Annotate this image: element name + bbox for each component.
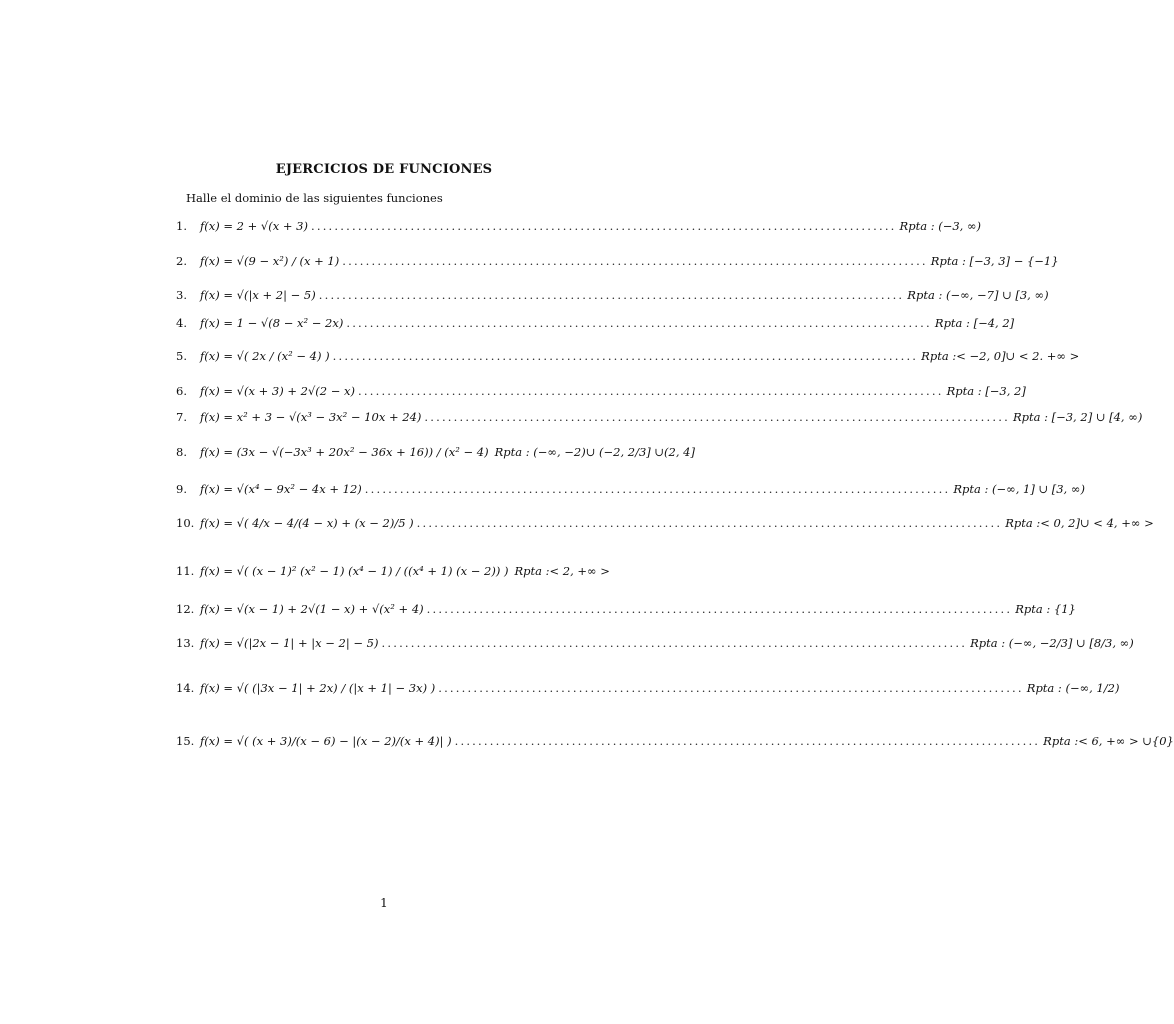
exercise-answer: Rpta : [−3, 2] ∪ [4, ∞) — [1012, 410, 1143, 424]
exercise-function: f(x) = x² + 3 − √(x³ − 3x² − 10x + 24) — [200, 410, 422, 424]
exercise-number: 13. — [176, 636, 195, 650]
exercise-answer: Rpta : (−∞, −2)∪ (−2, 2/3] ∪(2, 4] — [494, 445, 695, 459]
exercise-3 — [176, 288, 1049, 302]
dot-leader: .................................................................................................... — [364, 482, 951, 496]
dot-leader: .................................................................................................... — [318, 288, 905, 302]
exercise-answer: Rpta :< −2, 0]∪ < 2. +∞ > — [921, 349, 1080, 363]
exercise-number: 10. — [176, 516, 195, 530]
exercise-function: f(x) = 2 + √(x + 3) — [200, 219, 308, 233]
exercise-answer: Rpta : (−∞, −7] ∪ [3, ∞) — [907, 288, 1049, 302]
exercise-9 — [176, 482, 1085, 496]
exercise-answer: Rpta : (−∞, 1] ∪ [3, ∞) — [953, 482, 1085, 496]
exercise-answer: Rpta : (−∞, −2/3] ∪ [8/3, ∞) — [970, 636, 1134, 650]
exercise-answer: Rpta :< 0, 2]∪ < 4, +∞ > — [1005, 516, 1154, 530]
exercise-function: f(x) = √(|2x − 1| + |x − 2| − 5) — [200, 636, 379, 650]
exercise-2 — [176, 254, 1059, 268]
exercise-12 — [176, 602, 1076, 616]
dot-leader: .................................................................................................... — [346, 316, 932, 330]
exercise-13 — [176, 636, 1134, 650]
dot-leader: .................................................................................................... — [310, 219, 897, 233]
exercise-answer: Rpta :< 2, +∞ > — [514, 564, 610, 578]
exercise-number: 9. — [176, 482, 187, 496]
dot-leader: .................................................................................................... — [426, 602, 1013, 616]
exercise-number: 7. — [176, 410, 187, 424]
exercise-answer: Rpta :< 6, +∞ > ∪{0} — [1043, 734, 1174, 748]
exercise-8 — [176, 445, 695, 459]
exercise-7 — [176, 410, 1143, 424]
exercise-number: 11. — [176, 564, 195, 578]
dot-leader: .................................................................................................... — [358, 384, 944, 398]
exercise-number: 1. — [176, 219, 187, 233]
exercise-answer: Rpta : (−∞, 1/2) — [1026, 681, 1120, 695]
exercise-10 — [176, 516, 1154, 530]
exercise-number: 2. — [176, 254, 187, 268]
exercise-number: 3. — [176, 288, 187, 302]
page-title: EJERCICIOS DE FUNCIONES — [275, 162, 493, 177]
page-number: 1 — [380, 896, 388, 910]
dot-leader: .................................................................................................... — [438, 681, 1024, 695]
exercise-function: f(x) = (3x − √(−3x³ + 20x² − 36x + 16)) / (x² − 4) — [200, 445, 489, 459]
exercise-number: 14. — [176, 681, 195, 695]
exercise-number: 6. — [176, 384, 187, 398]
exercise-answer: Rpta : [−3, 2] — [946, 384, 1026, 398]
dot-leader: .................................................................................................... — [424, 410, 1010, 424]
exercise-1 — [176, 219, 982, 233]
exercise-function: f(x) = √(x − 1) + 2√(1 − x) + √(x² + 4) — [200, 602, 424, 616]
dot-leader: .................................................................................................... — [342, 254, 928, 268]
exercise-5 — [176, 349, 1080, 363]
exercise-answer: Rpta : [−4, 2] — [934, 316, 1015, 330]
exercise-number: 8. — [176, 445, 187, 459]
exercise-4 — [176, 316, 1015, 330]
exercise-6 — [176, 384, 1026, 398]
exercise-function: f(x) = 1 − √(8 − x² − 2x) — [200, 316, 344, 330]
exercise-11 — [176, 564, 610, 578]
exercise-function: f(x) = √(|x + 2| − 5) — [200, 288, 316, 302]
exercise-function: f(x) = √( (x − 1)² (x² − 1) (x⁴ − 1) / ((x⁴ + 1) (x − 2)) ) — [200, 564, 509, 578]
exercise-answer: Rpta : (−3, ∞) — [899, 219, 982, 233]
dot-leader: .................................................................................................... — [381, 636, 968, 650]
exercise-number: 12. — [176, 602, 195, 616]
exercise-function: f(x) = √( (|3x − 1| + 2x) / (|x + 1| − 3x) ) — [200, 681, 436, 695]
exercise-function: f(x) = √( 2x / (x² − 4) ) — [200, 349, 330, 363]
exercise-number: 15. — [176, 734, 195, 748]
exercise-number: 4. — [176, 316, 187, 330]
exercise-function: f(x) = √(x + 3) + 2√(2 − x) — [200, 384, 356, 398]
exercise-answer: Rpta : [−3, 3] − {−1} — [930, 254, 1059, 268]
dot-leader: .................................................................................................... — [454, 734, 1041, 748]
exercise-function: f(x) = √(9 − x²) / (x + 1) — [200, 254, 340, 268]
exercise-function: f(x) = √(x⁴ − 9x² − 4x + 12) — [200, 482, 362, 496]
dot-leader: .................................................................................................... — [416, 516, 1003, 530]
exercise-14 — [176, 681, 1120, 695]
exercise-15 — [176, 734, 1174, 748]
instruction-text: Halle el dominio de las siguientes funciones — [186, 191, 443, 205]
exercise-answer: Rpta : {1} — [1015, 602, 1076, 616]
exercise-function: f(x) = √( (x + 3)/(x − 6) − |(x − 2)/(x + 4)| ) — [200, 734, 452, 748]
dot-leader: .................................................................................................... — [332, 349, 919, 363]
exercise-number: 5. — [176, 349, 187, 363]
exercise-function: f(x) = √( 4/x − 4/(4 − x) + (x − 2)/5 ) — [200, 516, 414, 530]
